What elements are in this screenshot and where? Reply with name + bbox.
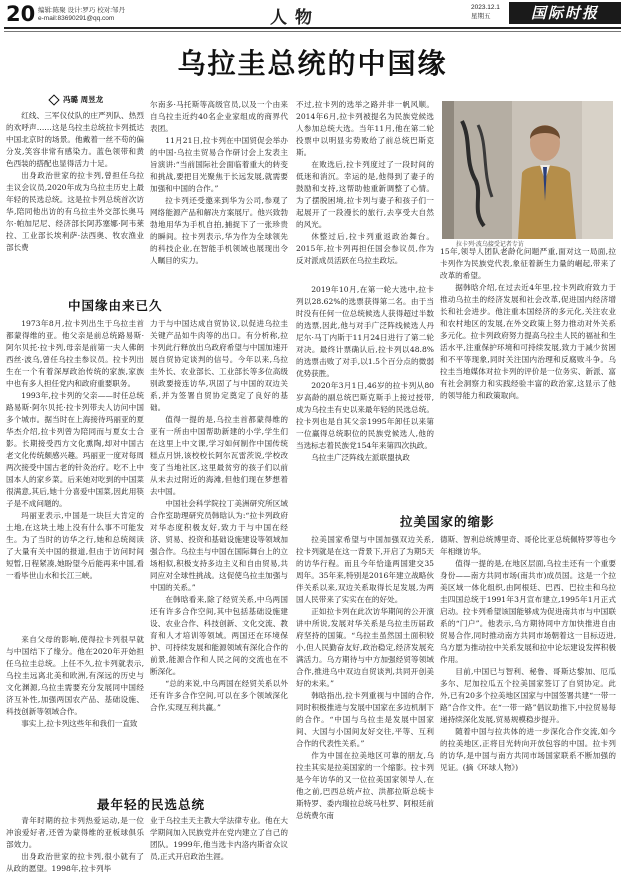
column-1-lower (6, 634, 144, 774)
subhead-china-ties: 中国缘由来已久 (68, 298, 163, 313)
header-rule-thin (4, 31, 621, 32)
page-header-left (6, 3, 186, 29)
paragraph: 拉美国家希望与中国加强双边关系,拉卡列就是在这一背景下,开启了为期5天的访华行程。而且今年恰逢两国建交35周年。35年来,特别是2016年建立战略伙伴关系以来,双边关系取得长足发展,为两国人民带来了实实在在的好处。 (296, 535, 434, 604)
paragraph: 红线、三军仪仗队的庄严列队、热烈的欢呼声……这是乌拉圭总统拉卡列抵达中国北京时的场景。他戴着一丝不苟的偏分发,笑容非常有感染力。蓝色领带和黄色西装的搭配也显得活力十足。 (6, 111, 144, 168)
column-2-bottom (150, 815, 288, 861)
paragraph: 乌拉圭广泛阵线左派联盟执政 (311, 453, 410, 462)
paragraph: 尔南多·马托斯等高级官员,以及一个由来自乌拉圭近约40名企业家组成的商界代表团。 (150, 100, 288, 133)
byline-authors: 冯璐 周昱龙 (63, 95, 104, 104)
paragraph: 作为中国在拉美地区可靠的朋友,乌拉圭其实是拉美国家的一个缩影。拉卡列是今年访华的又一位拉美国家领导人,在他之前,巴西总统卢拉、洪都拉斯总统卡斯特罗、委内瑞拉总统马杜罗、阿根廷前总统费尔南 (296, 751, 434, 820)
paragraph: 韩晗指出,拉卡列重视与中国的合作,同时积极推进与发展中国家在多边机制下的合作。“中国与乌拉圭是发展中国家间、大国与小国间友好交往,平等、互利合作的代表性关系。” (296, 691, 434, 748)
column-1-bottom (6, 815, 144, 873)
paragraph: 值得一提的是,在地区层面,乌拉圭还有一个重要身份——南方共同市场(南共市)成员国。这是一个拉美区域一体化组织,由阿根廷、巴西、巴拉圭和乌拉圭四国总统于1991年3月宣布建立,1995年1月正式启动。拉卡列希望该国能够成为促进南共市与中国联系的“门户”。他表示,乌方期待同中方加快推进自由贸易合作,同时推动南方共同市场朝着这一目标迈进,乌方愿为推动拉中关系发展和拉中论坛建设发挥积极作用。 (440, 559, 616, 664)
issue-date (471, 3, 500, 21)
paragraph: 2020年3月1日,46岁的拉卡列从80岁高龄的副总统巴斯克斯手上接过授带,成为乌拉圭有史以来最年轻的民选总统。拉卡列也是自其父亲1995年卸任以来第一位赢得总统职位的民族党候选人,他的当选标志着民族党154年来第四次执政。 (296, 381, 434, 450)
paragraph: 2019年10月,在第一轮大选中,拉卡列以28.62%的选票获得第二名。由于当时没有任何一位总统候选人获得超过半数的选票,因此,他与对手广泛阵线候选人丹尼尔·马丁内斯于11月24日进行了第二轮对决。最终计票确认后,拉卡列以48.8%的选票击败了对手,以1.5个百分点的微弱优势获胜。 (296, 285, 434, 378)
paragraph: 出身政治世家的拉卡列,曾担任乌拉圭议会议员,2020年成为乌拉圭历史上最年轻的民选总统。这是拉卡列总统首次访华,陪同他出访的有乌拉圭外交部长奥马尔·帕加尼尼、经济部长阿苏塞娜·阿韦莱拉、工业部长埃利萨·法西奥、牧农渔业部长费 (6, 171, 144, 252)
column-3-bottom (296, 534, 434, 860)
byline (50, 94, 103, 105)
header-rule (4, 27, 621, 29)
column-4-middle (440, 246, 616, 504)
date: 2023.12.1 (471, 4, 500, 11)
subhead-youngest-president: 最年轻的民选总统 (97, 797, 206, 812)
paragraph: 15年,领导人团队老龄化问题严重,面对这一局面,拉卡列作为民族党代表,象征着新生力量的崛起,带来了改革的希望。 (440, 247, 616, 280)
column-1-intro (6, 110, 144, 254)
paragraph: 休整过后,拉卡列重返政治舞台。2015年,拉卡列再担任国会参议员,作为反对派成员活跃在乌拉圭政坛。 (296, 232, 434, 265)
weekday: 星期五 (471, 13, 491, 20)
paragraph: 正如拉卡列在此次访华期间的公开演讲中所说,发展对华关系是乌拉圭历届政府坚持的国策。“乌拉圭虽然国土面积较小,但人民勤奋友好,政治稳定,经济发展充满活力。乌方期待与中方加强经贸等领域合作,推进乌中双边自贸谈判,共同开创美好的未来。” (296, 607, 434, 688)
paragraph: 1993年,拉卡列的父亲——时任总统路易斯·阿尔贝托·拉卡列带夫人访问中国多个城市。据当时在上海接待玛丽亚的夏华杰介绍,拉卡列曾为陪同而与夏女士合影。长期接受西方文化熏陶,却对中国古老文化传统颇感兴趣。玛丽亚一度对每周两次接受中国古老的针灸治疗。吃不上中国本人的家乡菜。后来她对吃到的中国菜很满意,其后,她十分喜爱中国菜,因此用筷子是不成问题的。 (6, 391, 144, 508)
paragraph: 不过,拉卡列的选举之路并非一帆风顺。2014年6月,拉卡列被提名为民族党候选人参加总统大选。当年11月,他在第二轮投票中以明显劣势败给了前总统巴斯克斯。 (296, 100, 434, 157)
president-photo (442, 101, 613, 239)
email-line: e-mail:83690291@qq.com (38, 15, 115, 22)
column-3-middle (296, 284, 434, 504)
paragraph: 在败选后,拉卡列度过了一段时间的低迷和消沉。幸运的是,他得到了妻子的鼓励和支持,这帮助他重新调整了心情。为了摆脱困境,拉卡列与妻子和孩子们一起展开了一段漫长的旅行,去享受大自然的风光。 (296, 160, 434, 229)
paragraph: 出身政治世家的拉卡列,很小就有了从政的愿望。1998年,拉卡列毕 (6, 852, 144, 873)
paragraph: 业于乌拉圭天主教大学法律专业。他在大学期间加入民族党并在党内建立了自己的团队。1999年,他当选卡内洛内斯省众议员,正式开启政治生涯。 (150, 816, 288, 861)
paragraph: 随着中国与拉共体的进一步深化合作交流,如今的拉美地区,正将目光转向开放包容的中国。拉卡列的访华,是中国与南方共同市场国家联系不断加强的见证。(摘《环球人物》) (440, 727, 616, 772)
paragraph: 来自父母的影响,使得拉卡列很早就与中国结下了缘分。他在2020年开始担任乌拉圭总统。上任不久,拉卡列就表示,乌拉圭远离北美和欧洲,有深远的历史与文化渊源,乌拉圭需要充分发展同中国经济互补性,加强两国农产品、基础设施、科技创新等领域合作。 (6, 635, 144, 716)
editor-line: 编辑:陈聚 设计:罗巧 校对:邹丹 (38, 7, 126, 14)
column-2-intro (150, 99, 288, 267)
paragraph: 力于与中国达成自贸协议,以促进乌拉圭关键产品如牛肉等的出口。有分析称,拉卡列此行释放出乌政府希望与中国加速开展自贸协定谈判的信号。今年以来,乌拉圭外长、农业部长、工业部长等多位高级别政要接连访华,巩固了与中国的双边关系,并为签署自贸协定奠定了良好的基础。 (150, 319, 288, 412)
page-number: 20 (6, 2, 36, 26)
photo-caption: 拉卡列·波乌接受记者专访 (456, 241, 524, 248)
column-3-intro (296, 99, 434, 267)
section-title: 人物 (270, 8, 320, 28)
paragraph: 青年时期的拉卡列热爱运动,是一位冲浪爱好者,还曾为蒙得维的亚板球俱乐部效力。 (6, 816, 144, 849)
paragraph: 玛丽亚表示,中国是一块巨大肯定的土地,在这块土地上没有什么事不可能发生。为了当时的访华之行,她和总统阅读了大量有关中国的报道,但由于访问时间短暂,日程紧凑,她盼望今后能再来中国,看一看毕世山水和长江三峡。 (6, 511, 144, 580)
editor-credits (38, 7, 125, 23)
column-2-middle (150, 318, 288, 776)
paragraph: 据韩晗介绍,在过去近4年里,拉卡列政府致力于推动乌拉圭的经济发展和社会改革,促进国内经济增长和社会进步。他注重本国经济的多元化,关注农业和农村地区的发展,在外交政策上努力推动对外关系多元化。拉卡列政府努力提高乌拉圭人民的福祉和生活水平,注重保护环境和可持续发展,致力于减少贫困和不平等现象,同时关注国内治理和反腐败斗争。乌拉圭当地媒体对拉卡列的评价是一位务实、新派、富有社会洞察力和实践经验丰富的政治家,这显示了他的领导能力和政策取向。 (440, 283, 616, 400)
photo-illustration (442, 101, 613, 239)
column-4-bottom (440, 534, 616, 860)
paragraph: 德斯、智利总统博里奇、哥伦比亚总统佩特罗等也今年相继访华。 (440, 535, 616, 556)
paragraph: 1973年8月,拉卡列出生于乌拉圭首都蒙得维的亚。他父亲是前总统路易斯·阿尔贝托·拉卡列,母亲是前第一夫人佛朗西丝·波乌,曾任乌拉圭参议员。拉卡列出生在一个有着深厚政治传统的家族,家族中也有多人担任党内和政府重要职务。 (6, 319, 144, 388)
paragraph: 拉卡列还受邀来到华为公司,参观了网络能源产品和解决方案展厅。他兴致勃勃地用华为手机自拍,捕捉下了一张珍贵的瞬间。拉卡列表示,华为作为全球领先的科技企业,在智能手机领域也展现出令人瞩目的实力。 (150, 196, 288, 265)
paragraph: 11月21日,拉卡列在中国贸促会举办的中国-乌拉圭贸易合作研讨会上发表主旨演讲:“当前国际社会面临着重大的转变和挑战,要把目光聚焦于长远发展,就需要加强和中国的合作。” (150, 136, 288, 193)
diamond-icon (48, 94, 59, 105)
paragraph: 值得一提的是,乌拉圭首都蒙得维的亚有一所由中国帮助新建的小学,学生们在这里上中文课,学习如何制作中国传统糕点月饼,该校校长阿尔瓦雷茨说,学校改变了当地社区,这里最贫穷的孩子们以前从未去过附近的海滩,但他们现在梦想着去中国。 (150, 415, 288, 496)
paragraph: “总的来说,中乌两国在经贸关系以外还有许多合作空间,可以在多个领域深化合作,实现互利共赢。” (150, 679, 288, 712)
paragraph: 目前,中国已与智利、秘鲁、哥斯达黎加、厄瓜多尔、尼加拉瓜五个拉美国家签订了自贸协定。此外,已有20多个拉美地区国家与中国签署共建“一带一路”合作文件。在“一带一路”倡议助推下,中拉贸易每递持续深化发展,贸易规模稳步提升。 (440, 667, 616, 724)
article-headline: 乌拉圭总统的中国缘 (177, 47, 448, 80)
subhead-latam-microcosm: 拉美国家的缩影 (400, 514, 495, 529)
newspaper-masthead: 国际时报 (509, 2, 621, 24)
paragraph: 事实上,拉卡列这些年和我们一直致 (21, 719, 138, 728)
paragraph: 中国社会科学院拉丁美洲研究所区域合作室助理研究员韩晗认为:“拉卡列政府对华态度积极友好,致力于与中国在经济、贸易、投资和基础设施建设等领域加强合作。乌拉圭与中国在国际舞台上的立场相似,积极支持多边主义和自由贸易,共同应对全球性挑战。这促使乌拉圭加强与中国的关系。” (150, 499, 288, 592)
paragraph: 在韩晗看来,除了经贸关系,中乌两国还有许多合作空间,其中包括基础设施建设、农业合作、科技创新、文化交流、教育和人才培训等领域。两国还在环境保护、可持续发展和能源领域有深化合作的前景,能源合作和人民之间的交流也在不断深化。 (150, 595, 288, 676)
column-1-middle (6, 318, 144, 628)
